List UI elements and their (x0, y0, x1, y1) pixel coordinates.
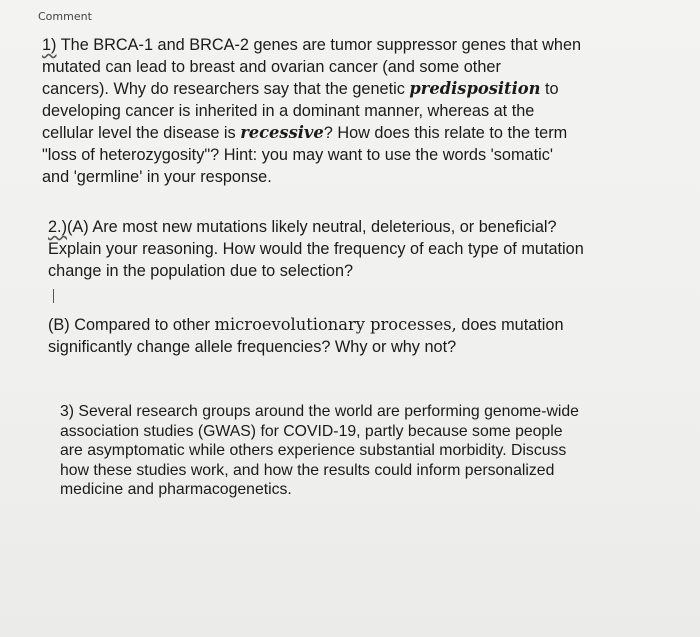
question-1 (42, 34, 700, 188)
q2b-text-1c: does mutation (456, 316, 564, 334)
q2b-line-1 (48, 314, 700, 336)
q3-line-4: how these studies work, and how the results could inform personalized (60, 461, 555, 479)
q2a-text-1: (A) Are most new mutations likely neutral, deleterious, or beneficial? (67, 218, 557, 236)
q1-text-5a: cellular level the disease is (42, 124, 241, 142)
q3-line-5: medicine and pharmacogenetics. (60, 481, 292, 498)
comment-label: Comment (38, 10, 92, 23)
q3-line-2: association studies (GWAS) for COVID-19, partly because some people (60, 422, 563, 440)
q1-text-3a: cancers). Why do researchers say that the genetic (42, 80, 410, 98)
q2a-line-3: change in the population due to selection? (48, 262, 354, 280)
q1-text-3c: to (540, 80, 559, 98)
q1-text-1: The BRCA-1 and BRCA-2 genes are tumor suppressor genes that when (56, 36, 582, 54)
q1-line-2: mutated can lead to breast and ovarian cancer (and some other (42, 58, 501, 76)
q1-line-4: developing cancer is inherited in a dominant manner, whereas at the (42, 102, 535, 120)
q2a-line-2: Explain your reasoning. How would the frequency of each type of mutation (48, 240, 584, 258)
q2-number: 2.) (48, 218, 68, 236)
q2b-text-1b: microevolutionary processes, (214, 315, 457, 334)
q1-line-3 (42, 78, 700, 100)
question-2b (48, 314, 700, 358)
emphasis-predisposition: predisposition (409, 79, 541, 98)
q2b-text-1a: (B) Compared to other (48, 316, 215, 334)
q3-line-1: 3) Several research groups around the world are performing genome-wide (60, 403, 579, 420)
q2b-line-2: significantly change allele frequencies? Why or why not? (48, 338, 457, 356)
q2a-line-1 (48, 216, 700, 238)
text-cursor (53, 289, 54, 303)
q1-line-7: and 'germline' in your response. (42, 168, 272, 186)
question-3 (60, 402, 700, 500)
q3-line-3: are asymptomatic while others experience substantial morbidity. Discuss (60, 442, 567, 459)
emphasis-recessive: recessive (240, 123, 324, 142)
q1-line-1 (42, 34, 700, 56)
q1-text-5c: ? How does this relate to the term (323, 124, 568, 142)
q1-number: 1) (42, 36, 57, 54)
question-2a (48, 216, 700, 282)
q1-line-6: "loss of heterozygosity"? Hint: you may want to use the words 'somatic' (42, 146, 553, 164)
q1-line-5 (42, 122, 700, 144)
